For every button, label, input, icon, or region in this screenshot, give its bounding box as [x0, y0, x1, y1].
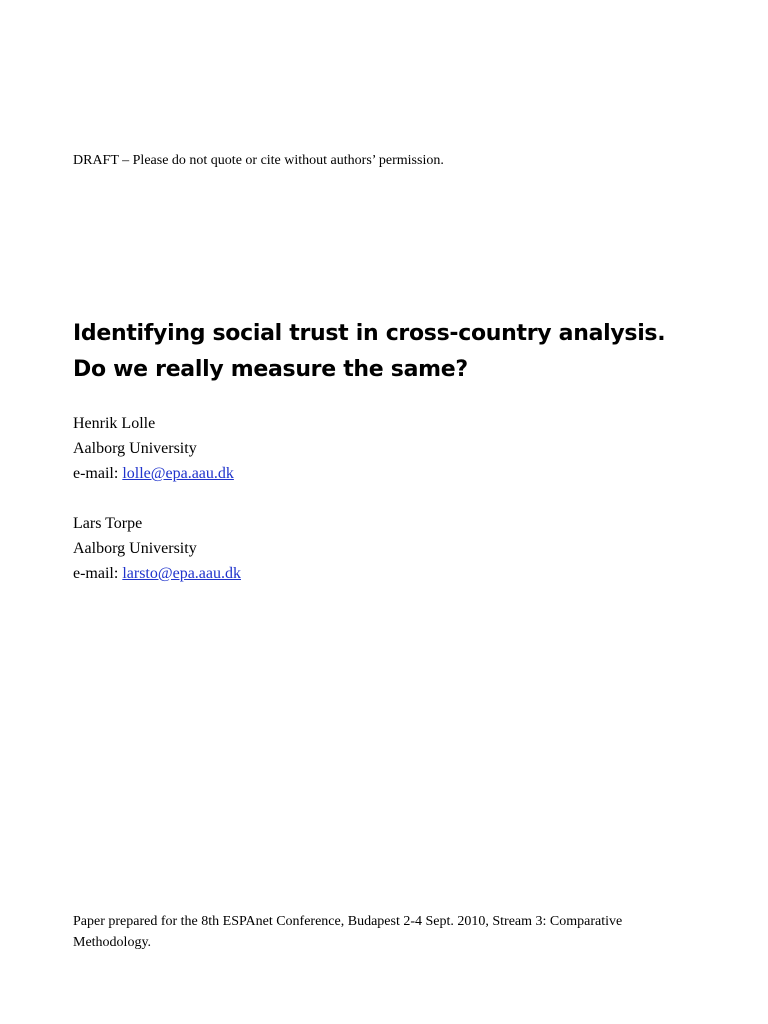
conference-note: Paper prepared for the 8th ESPAnet Conference, Budapest 2-4 Sept. 2010, Stream 3: Comparative Methodology.: [73, 914, 623, 950]
author-email-link[interactable]: lolle@epa.aau.dk: [122, 465, 234, 482]
author-name: Henrik Lolle: [73, 415, 156, 432]
author-block-torpe: [73, 511, 241, 586]
author-affiliation: Aalborg University: [73, 540, 197, 557]
paper-title-line-1: Identifying social trust in cross-country analysis.: [73, 321, 666, 346]
email-label: e-mail:: [73, 565, 123, 582]
email-label: e-mail:: [73, 465, 123, 482]
author-affiliation: Aalborg University: [73, 440, 197, 457]
paper-title-line-2: Do we really measure the same?: [73, 357, 468, 382]
author-name: Lars Torpe: [73, 515, 143, 532]
author-email-line: [73, 561, 241, 586]
author-email-link[interactable]: larsto@epa.aau.dk: [122, 565, 241, 582]
author-email-line: [73, 461, 234, 486]
author-block-lolle: [73, 411, 234, 486]
draft-notice: DRAFT – Please do not quote or cite without authors’ permission.: [73, 153, 444, 168]
paper-title: [73, 316, 665, 388]
